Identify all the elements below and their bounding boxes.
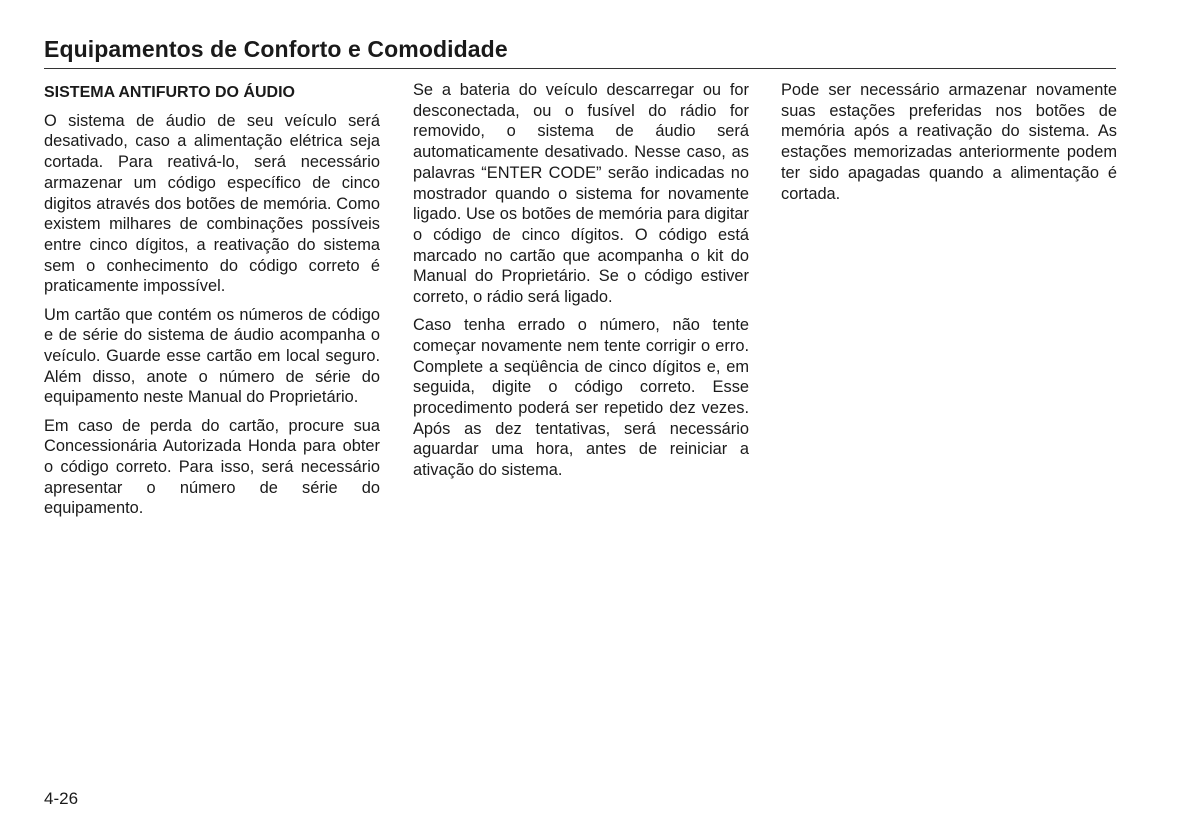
text-column-1 (44, 80, 380, 527)
page-title: Equipamentos de Conforto e Comodidade (44, 36, 508, 62)
paragraph: O sistema de áudio de seu veículo será desativado, caso a alimentação elétrica seja cortada. Para reativá-lo, será necessário armazenar um código específico de cinco digitos através dos botões de memória. Como existem milhares de combinações possíveis entre cinco dígitos, a reativação do sistema sem o conhecimento do código correto é praticamente impossível. (44, 111, 380, 296)
paragraph: Pode ser necessário armazenar novamente suas estações preferidas nos botões de memória após a reativação do sistema. As estações memorizadas anteriormente podem ter sido apagadas quando a alimentação é cortada. (781, 81, 1117, 203)
text-column-2 (413, 80, 749, 488)
paragraph: Um cartão que contém os números de código e de série do sistema de áudio acompanha o veículo. Guarde esse cartão em local seguro. Além disso, anote o número de série do equipamento neste Manual do Proprietário. (44, 305, 380, 407)
paragraph: Em caso de perda do cartão, procure sua Concessionária Autorizada Honda para obter o código correto. Para isso, será necessário apresentar o número de série do equipamento. (44, 416, 380, 518)
paragraph: Caso tenha errado o número, não tente começar novamente nem tente corrigir o erro. Complete a seqüência de cinco dígitos e, em seguida, digite o código correto. Esse procedimento poderá ser repetido dez vezes. Após as dez tentativas, será necessário aguardar uma hora, antes de reiniciar a ativação do sistema. (413, 316, 749, 480)
section-heading: SISTEMA ANTIFURTO DO ÁUDIO (44, 84, 295, 101)
header-divider (44, 68, 1116, 69)
paragraph: Se a bateria do veículo descarregar ou for desconectada, ou o fusível do rádio for removido, o sistema de áudio será automaticamente desativado. Nesse caso, as palavras “ENTER CODE” serão indicadas no mostrador quando o sistema for novamente ligado. Use os botões de memória para digitar o código de cinco dígitos. O código está marcado no cartão que acompanha o kit do Manual do Proprietário. Se o código estiver correto, o rádio será ligado. (413, 81, 749, 307)
page-number: 4-26 (44, 789, 79, 808)
text-column-3 (781, 80, 1117, 212)
page-header (44, 34, 1116, 69)
